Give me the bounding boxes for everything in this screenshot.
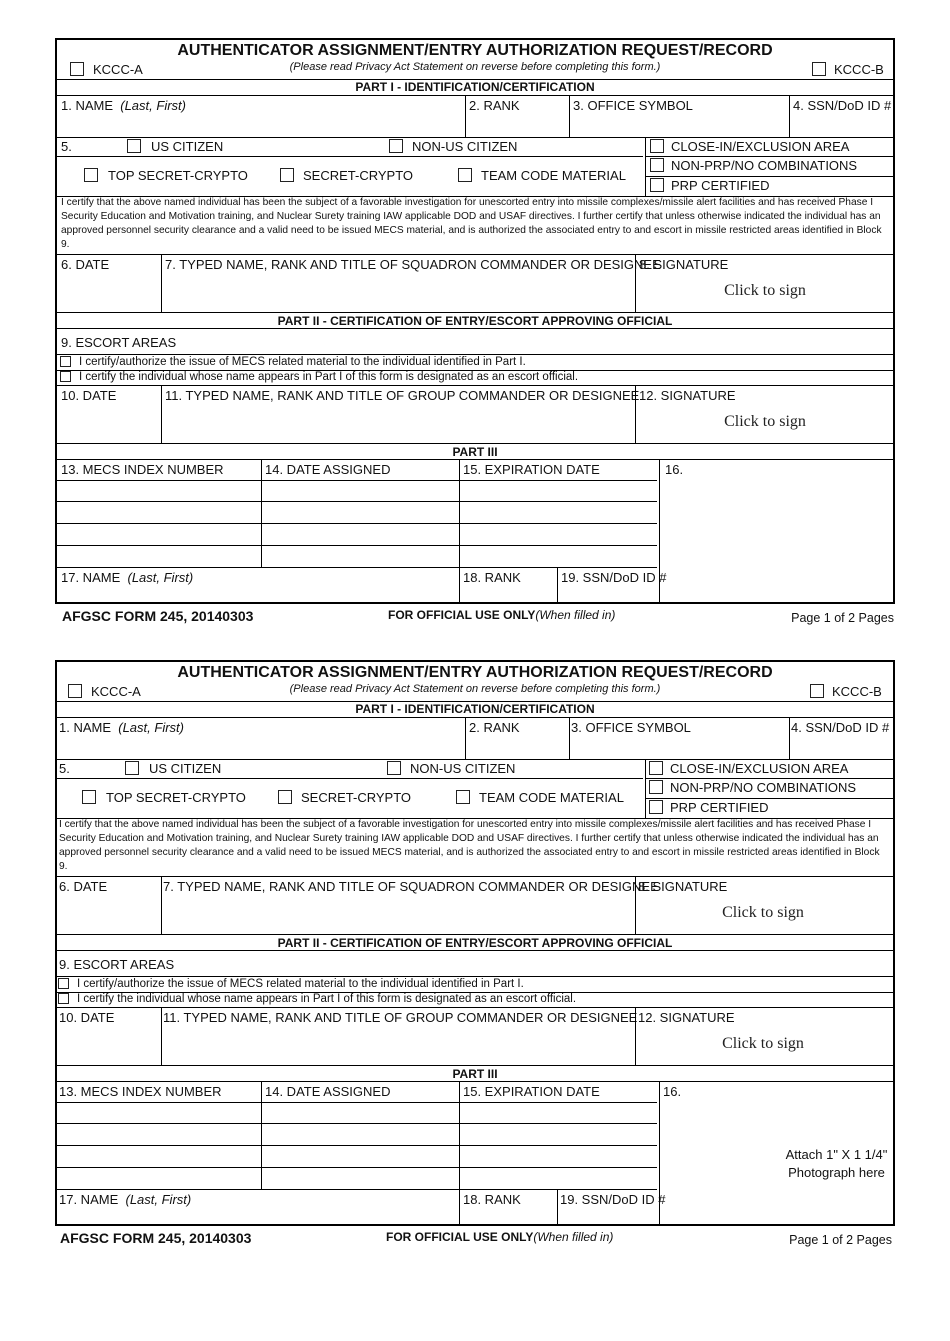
close-in-checkbox[interactable] bbox=[649, 761, 663, 775]
escort-areas-label: 9. ESCORT AREAS bbox=[61, 335, 177, 350]
non-prp-label: NON-PRP/NO COMBINATIONS bbox=[670, 780, 857, 795]
block16-label: 16. bbox=[665, 462, 684, 477]
ssn19-label: 19. SSN/DoD ID # bbox=[560, 1192, 666, 1207]
page-number: Page 1 of 2 Pages bbox=[789, 1233, 892, 1247]
top-secret-crypto-checkbox[interactable] bbox=[82, 790, 96, 804]
name7-label: 7. TYPED NAME, RANK AND TITLE OF SQUADRON COMMANDER OR DESIGNEE bbox=[165, 257, 661, 272]
mecs-index-field[interactable] bbox=[59, 1103, 259, 1187]
certify-mecs-checkbox[interactable] bbox=[58, 978, 69, 989]
secret-crypto-checkbox[interactable] bbox=[280, 168, 294, 182]
part2-header: PART II - CERTIFICATION OF ENTRY/ESCORT APPROVING OFFICIAL bbox=[277, 936, 673, 950]
footer-copy-1 bbox=[62, 608, 894, 632]
certify-escort-checkbox[interactable] bbox=[60, 371, 71, 382]
us-citizen-label: US CITIZEN bbox=[151, 139, 224, 154]
mecs-index-label: 13. MECS INDEX NUMBER bbox=[61, 462, 224, 477]
team-code-material-checkbox[interactable] bbox=[456, 790, 470, 804]
signature-8-button[interactable]: Click to sign bbox=[722, 904, 804, 921]
certify-mecs-label: I certify/authorize the issue of MECS related material to the individual identified in Part I. bbox=[79, 356, 526, 368]
block16-label: 16. bbox=[663, 1084, 682, 1099]
kccc-b-checkbox[interactable] bbox=[812, 62, 826, 76]
secret-crypto-checkbox[interactable] bbox=[278, 790, 292, 804]
form-copy-1 bbox=[55, 38, 895, 604]
part3-header: PART III bbox=[452, 445, 498, 459]
team-code-material-label: TEAM CODE MATERIAL bbox=[481, 168, 626, 183]
certify-escort-checkbox[interactable] bbox=[58, 993, 69, 1004]
non-us-citizen-checkbox[interactable] bbox=[389, 139, 403, 153]
top-secret-crypto-label: TOP SECRET-CRYPTO bbox=[108, 168, 248, 183]
date6-field[interactable] bbox=[59, 896, 159, 932]
non-prp-label: NON-PRP/NO COMBINATIONS bbox=[671, 158, 858, 173]
escort-areas-label: 9. ESCORT AREAS bbox=[59, 957, 175, 972]
part2-header: PART II - CERTIFICATION OF ENTRY/ESCORT APPROVING OFFICIAL bbox=[277, 314, 673, 328]
date10-field[interactable] bbox=[59, 405, 159, 441]
team-code-material-label: TEAM CODE MATERIAL bbox=[479, 790, 624, 805]
escort-areas-field[interactable] bbox=[177, 332, 887, 352]
non-us-citizen-checkbox[interactable] bbox=[387, 761, 401, 775]
us-citizen-label: US CITIZEN bbox=[149, 761, 222, 776]
prp-certified-checkbox[interactable] bbox=[649, 800, 663, 814]
kccc-b-label: KCCC-B bbox=[834, 62, 884, 77]
date10-field[interactable] bbox=[59, 1027, 159, 1063]
certify-escort-label: I certify the individual whose name appears in Part I of this form is designated as an escort official. bbox=[79, 371, 579, 383]
name17-field[interactable] bbox=[263, 570, 457, 600]
rank18-label: 18. RANK bbox=[463, 570, 521, 585]
expiration-date-field[interactable] bbox=[461, 481, 657, 565]
form-title: AUTHENTICATOR ASSIGNMENT/ENTRY AUTHORIZATION REQUEST/RECORD bbox=[177, 42, 773, 59]
certify-mecs-checkbox[interactable] bbox=[60, 356, 71, 367]
expiration-date-label: 15. EXPIRATION DATE bbox=[463, 1084, 600, 1099]
fouo-label: FOR OFFICIAL USE ONLY(When filled in) bbox=[388, 608, 616, 622]
name17-field[interactable] bbox=[263, 1192, 457, 1222]
close-in-checkbox[interactable] bbox=[650, 139, 664, 153]
ssn-label: 4. SSN/DoD ID # bbox=[791, 720, 890, 735]
date6-field[interactable] bbox=[59, 274, 159, 310]
non-prp-checkbox[interactable] bbox=[650, 158, 664, 172]
close-in-label: CLOSE-IN/EXCLUSION AREA bbox=[670, 761, 849, 776]
kccc-b-label: KCCC-B bbox=[832, 684, 882, 699]
non-prp-checkbox[interactable] bbox=[649, 780, 663, 794]
kccc-a-checkbox[interactable] bbox=[68, 684, 82, 698]
fouo-label: FOR OFFICIAL USE ONLY(When filled in) bbox=[386, 1230, 614, 1244]
sig12-label: 12. SIGNATURE bbox=[639, 388, 736, 403]
part3-header: PART III bbox=[452, 1067, 498, 1081]
kccc-a-label: KCCC-A bbox=[91, 684, 141, 699]
ssn19-label: 19. SSN/DoD ID # bbox=[561, 570, 667, 585]
name-field[interactable] bbox=[59, 114, 463, 134]
kccc-a-checkbox[interactable] bbox=[70, 62, 84, 76]
date-assigned-label: 14. DATE ASSIGNED bbox=[265, 1084, 391, 1099]
office-symbol-label: 3. OFFICE SYMBOL bbox=[571, 720, 691, 735]
date-assigned-field[interactable] bbox=[263, 1103, 457, 1187]
escort-areas-field[interactable] bbox=[177, 954, 887, 974]
certification-statement: I certify that the above named individual has been the subject of a favorable investigation for unescorted entry into missile complexes/missile alert facilities and has received Phase I Security Education and Motivation training, and Nuclear Surety training IAW applicable DOD and USAF directives. I further certify that unless otherwise indicated the individual has an approved personnel security clearance and a valid need to be issued MECS material, and is authorized the associated entry to and escort in missile restricted areas identified in Block 9. bbox=[59, 819, 880, 872]
certification-statement: I certify that the above named individual has been the subject of a favorable investigation for unescorted entry into missile complexes/missile alert facilities and has received Phase I Security Education and Motivation training, and Nuclear Surety training IAW applicable DOD and USAF directives. I further certify that unless otherwise indicated the individual has an approved personnel security clearance and a valid need to be issued MECS material, and is authorized the associated entry to and escort in missile restricted areas identified in Block 9. bbox=[61, 197, 882, 250]
mecs-index-field[interactable] bbox=[59, 481, 259, 565]
certify-mecs-label: I certify/authorize the issue of MECS related material to the individual identified in Part I. bbox=[77, 978, 524, 990]
signature-12-button[interactable]: Click to sign bbox=[722, 1035, 804, 1052]
signature-12-button[interactable]: Click to sign bbox=[724, 413, 806, 430]
block5-label: 5. bbox=[59, 761, 70, 776]
date10-label: 10. DATE bbox=[61, 388, 117, 403]
top-secret-crypto-checkbox[interactable] bbox=[84, 168, 98, 182]
name-label: 1. NAME (Last, First) bbox=[59, 720, 184, 735]
form-number: AFGSC FORM 245, 20140303 bbox=[60, 1230, 252, 1246]
page-number: Page 1 of 2 Pages bbox=[791, 611, 894, 625]
rank-label: 2. RANK bbox=[469, 720, 520, 735]
office-symbol-field[interactable] bbox=[571, 114, 787, 134]
date-assigned-field[interactable] bbox=[263, 481, 457, 565]
name7-field[interactable] bbox=[163, 274, 633, 310]
us-citizen-checkbox[interactable] bbox=[125, 761, 139, 775]
team-code-material-checkbox[interactable] bbox=[458, 168, 472, 182]
photo-area[interactable] bbox=[661, 480, 891, 602]
part1-header: PART I - IDENTIFICATION/CERTIFICATION bbox=[355, 80, 595, 94]
office-symbol-label: 3. OFFICE SYMBOL bbox=[573, 98, 693, 113]
name-field[interactable] bbox=[59, 736, 463, 756]
expiration-date-label: 15. EXPIRATION DATE bbox=[463, 462, 600, 477]
photo-instruction-line2: Photograph here bbox=[788, 1165, 885, 1180]
photo-instruction bbox=[779, 1146, 894, 1182]
form-number: AFGSC FORM 245, 20140303 bbox=[62, 608, 254, 624]
date-assigned-label: 14. DATE ASSIGNED bbox=[265, 462, 391, 477]
name17-label: 17. NAME (Last, First) bbox=[61, 570, 194, 585]
form-subtitle: (Please read Privacy Act Statement on reverse before completing this form.) bbox=[289, 683, 661, 695]
photo-instruction-line1: Attach 1" X 1 1/4" bbox=[785, 1147, 888, 1162]
name11-field[interactable] bbox=[163, 1027, 633, 1063]
name11-label: 11. TYPED NAME, RANK AND TITLE OF GROUP COMMANDER OR DESIGNEE bbox=[163, 1010, 638, 1025]
prp-certified-checkbox[interactable] bbox=[650, 178, 664, 192]
certify-escort-label: I certify the individual whose name appears in Part I of this form is designated as an escort official. bbox=[77, 993, 577, 1005]
top-secret-crypto-label: TOP SECRET-CRYPTO bbox=[106, 790, 246, 805]
form-subtitle: (Please read Privacy Act Statement on reverse before completing this form.) bbox=[289, 61, 661, 73]
ssn-label: 4. SSN/DoD ID # bbox=[793, 98, 892, 113]
form-title: AUTHENTICATOR ASSIGNMENT/ENTRY AUTHORIZATION REQUEST/RECORD bbox=[177, 664, 773, 681]
sig12-label: 12. SIGNATURE bbox=[638, 1010, 735, 1025]
non-us-citizen-label: NON-US CITIZEN bbox=[412, 139, 518, 154]
block5-label: 5. bbox=[61, 139, 72, 154]
close-in-label: CLOSE-IN/EXCLUSION AREA bbox=[671, 139, 850, 154]
secret-crypto-label: SECRET-CRYPTO bbox=[301, 790, 412, 805]
ssn-field[interactable] bbox=[791, 736, 893, 756]
rank-field[interactable] bbox=[467, 114, 567, 134]
office-symbol-field[interactable] bbox=[571, 736, 787, 756]
footer-copy-2 bbox=[60, 1230, 892, 1254]
kccc-a-label: KCCC-A bbox=[93, 62, 143, 77]
expiration-date-field[interactable] bbox=[461, 1103, 657, 1187]
non-us-citizen-label: NON-US CITIZEN bbox=[410, 761, 516, 776]
sig8-label: 8. SIGNATURE bbox=[639, 257, 729, 272]
form-copy-2 bbox=[55, 660, 895, 1226]
signature-8-button[interactable]: Click to sign bbox=[724, 282, 806, 299]
mecs-index-label: 13. MECS INDEX NUMBER bbox=[59, 1084, 222, 1099]
name11-label: 11. TYPED NAME, RANK AND TITLE OF GROUP COMMANDER OR DESIGNEE bbox=[165, 388, 640, 403]
us-citizen-checkbox[interactable] bbox=[127, 139, 141, 153]
date6-label: 6. DATE bbox=[59, 879, 108, 894]
kccc-b-checkbox[interactable] bbox=[810, 684, 824, 698]
secret-crypto-label: SECRET-CRYPTO bbox=[303, 168, 414, 183]
name7-field[interactable] bbox=[163, 896, 633, 932]
rank18-label: 18. RANK bbox=[463, 1192, 521, 1207]
rank-field[interactable] bbox=[467, 736, 567, 756]
prp-certified-label: PRP CERTIFIED bbox=[671, 178, 770, 193]
ssn-field[interactable] bbox=[791, 114, 893, 134]
name17-label: 17. NAME (Last, First) bbox=[59, 1192, 192, 1207]
part1-header: PART I - IDENTIFICATION/CERTIFICATION bbox=[355, 702, 595, 716]
name7-label: 7. TYPED NAME, RANK AND TITLE OF SQUADRON COMMANDER OR DESIGNEE bbox=[163, 879, 659, 894]
prp-certified-label: PRP CERTIFIED bbox=[670, 800, 769, 815]
name-label: 1. NAME (Last, First) bbox=[61, 98, 186, 113]
sig8-label: 8. SIGNATURE bbox=[638, 879, 728, 894]
date6-label: 6. DATE bbox=[61, 257, 110, 272]
rank-label: 2. RANK bbox=[469, 98, 520, 113]
date10-label: 10. DATE bbox=[59, 1010, 115, 1025]
name11-field[interactable] bbox=[163, 405, 633, 441]
